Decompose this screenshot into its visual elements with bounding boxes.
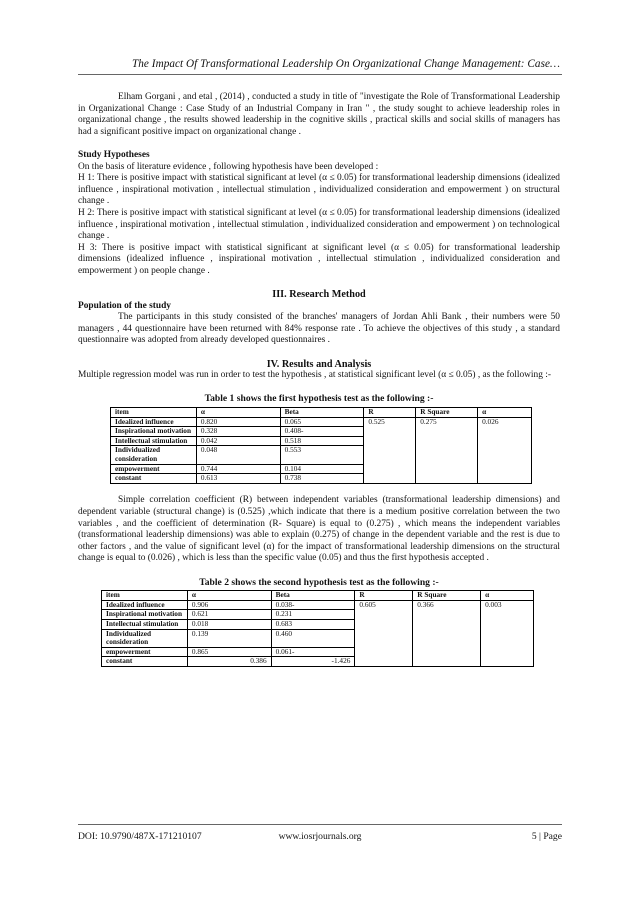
col-header-r-square: R Square bbox=[416, 408, 478, 418]
row-item: constant bbox=[102, 657, 188, 667]
row-beta: 0.683 bbox=[271, 619, 355, 629]
col-header-item: item bbox=[111, 408, 197, 418]
row-alpha: 0.865 bbox=[187, 647, 271, 657]
row-alpha: 0.386 bbox=[187, 657, 271, 667]
row-item: empowerment bbox=[102, 647, 188, 657]
col-header-r: R bbox=[364, 408, 416, 418]
row-beta: 0.408- bbox=[280, 427, 364, 437]
footer-doi: DOI: 10.9790/487X-171210107 bbox=[78, 831, 202, 842]
table-header-row bbox=[102, 591, 534, 601]
hypothesis-3: H 3: There is positive impact with statistical significant at significant level (α ≤ 0.05) for transformational leadership dimensions (idealized influence , inspirational motivation , intellectual stimulation , individualized consideration and empowerment ) on people change . bbox=[78, 242, 560, 276]
table1 bbox=[110, 407, 532, 484]
row-beta: 0.038- bbox=[271, 600, 355, 610]
intro-paragraph: Elham Gorgani , and etal , (2014) , conducted a study in title of "investigate the Role of Transformational Leadership in Organizational Change : Case Study of an Industrial Company in Iran " , the study sought to achieve leadership roles in organizational change , the results showed leadership in the cognitive skills , practical skills and social skills of managers has had a significant positive impact on organizational change . bbox=[78, 92, 560, 137]
population-paragraph: The participants in this study consisted of the branches' managers of Jordan Ahli Bank , their numbers were 50 managers , 44 questionnaire have been returned with 84% response rate . To achieve the objectives of this study , a standard questionnaire was adopted from already developed questionnaires . bbox=[78, 312, 560, 346]
header-rule bbox=[78, 74, 562, 75]
population-subheading: Population of the study bbox=[78, 300, 171, 311]
row-alpha: 0.621 bbox=[187, 610, 271, 620]
row-beta: 0.104 bbox=[280, 464, 364, 474]
row-item: Individualized consideration bbox=[102, 629, 188, 647]
row-alpha: 0.820 bbox=[196, 417, 280, 427]
row-item: empowerment bbox=[111, 464, 197, 474]
col-header-item: item bbox=[102, 591, 188, 601]
running-head: The Impact Of Transformational Leadership On Organizational Change Management: Case… bbox=[132, 58, 560, 70]
row-beta: 0.231 bbox=[271, 610, 355, 620]
results-heading: IV. Results and Analysis bbox=[266, 358, 372, 370]
sig-value: 0.026 bbox=[478, 417, 532, 483]
results-intro: Multiple regression model was run in order to test the hypothesis , at statistical significant level (α ≤ 0.05) , as the following :- bbox=[78, 370, 551, 381]
row-item: Inspirational motivation bbox=[102, 610, 188, 620]
row-beta: -1.426 bbox=[271, 657, 355, 667]
col-header-alpha: α bbox=[196, 408, 280, 418]
col-header-alpha: α bbox=[187, 591, 271, 601]
col-header-beta: Beta bbox=[280, 408, 364, 418]
row-alpha: 0.139 bbox=[187, 629, 271, 647]
col-header-beta: Beta bbox=[271, 591, 355, 601]
table2-caption: Table 2 shows the second hypothesis test as the following :- bbox=[199, 576, 439, 588]
row-beta: 0.738 bbox=[280, 474, 364, 484]
r-value: 0.525 bbox=[364, 417, 416, 483]
row-alpha: 0.328 bbox=[196, 427, 280, 437]
analysis-paragraph: Simple correlation coefficient (R) between independent variables (transformational leadership dimensions) and dependent variable (structural change) is (0.525) ,which indicate that there is a medium positive correlation between the two variables , and the coefficient of determination (R- Square) is equal to (0.275) , which means the independent variables (transformational leadership dimensions) was able to explain (0.275) of change in the dependent variable and the rest is due to other factors , and the value of significant level (α) for the impact of transformational leadership dimensions on the structural change is equal to (0.026) , which is less than the specific value (0.05) and thus the first hypothesis accepted . bbox=[78, 495, 560, 564]
col-header-r-square: R Square bbox=[413, 591, 481, 601]
row-beta: 0.460 bbox=[271, 629, 355, 647]
r-value: 0.605 bbox=[355, 600, 413, 666]
row-beta: 0.553 bbox=[280, 446, 364, 464]
r-square-value: 0.275 bbox=[416, 417, 478, 483]
row-alpha: 0.906 bbox=[187, 600, 271, 610]
footer-rule bbox=[78, 824, 562, 825]
row-alpha: 0.048 bbox=[196, 446, 280, 464]
row-item: Idealized influence bbox=[111, 417, 197, 427]
row-item: Inspirational motivation bbox=[111, 427, 197, 437]
method-heading: III. Research Method bbox=[272, 289, 366, 301]
footer-page-number: 5 | Page bbox=[531, 831, 562, 842]
hypotheses-heading: Study Hypotheses bbox=[78, 149, 150, 160]
row-item: Individualized consideration bbox=[111, 446, 197, 464]
sig-value: 0.003 bbox=[481, 600, 534, 666]
col-header-r: R bbox=[355, 591, 413, 601]
row-item: Idealized influence bbox=[102, 600, 188, 610]
row-beta: 0.065 bbox=[280, 417, 364, 427]
r-square-value: 0.366 bbox=[413, 600, 481, 666]
col-header-sig: α bbox=[478, 408, 532, 418]
row-item: Intellectual stimulation bbox=[111, 436, 197, 446]
page-body bbox=[78, 92, 560, 667]
hypothesis-2: H 2: There is positive impact with statistical significant at level (α ≤ 0.05) for transformational leadership dimensions (idealized influence , inspirational motivation , intellectual stimulation , individualized consideration and empowerment ) on technological change . bbox=[78, 207, 560, 242]
row-item: Intellectual stimulation bbox=[102, 619, 188, 629]
row-item: constant bbox=[111, 474, 197, 484]
table1-caption: Table 1 shows the first hypothesis test as the following :- bbox=[204, 393, 434, 405]
col-header-sig: α bbox=[481, 591, 534, 601]
row-alpha: 0.042 bbox=[196, 436, 280, 446]
hypotheses-intro: On the basis of literature evidence , following hypothesis have been developed : bbox=[78, 161, 379, 172]
row-alpha: 0.018 bbox=[187, 619, 271, 629]
row-alpha: 0.744 bbox=[196, 464, 280, 474]
hypothesis-1: H 1: There is positive impact with statistical significant at level (α ≤ 0.05) for transformational leadership dimensions (idealized influence , inspirational motivation , intellectual stimulation , individualized consideration and empowerment ) on structural change . bbox=[78, 173, 560, 207]
row-alpha: 0.613 bbox=[196, 474, 280, 484]
footer-site: www.iosrjournals.org bbox=[278, 831, 362, 842]
row-beta: 0.061- bbox=[271, 647, 355, 657]
table2 bbox=[101, 590, 534, 667]
row-beta: 0.518 bbox=[280, 436, 364, 446]
table-header-row bbox=[111, 408, 532, 418]
